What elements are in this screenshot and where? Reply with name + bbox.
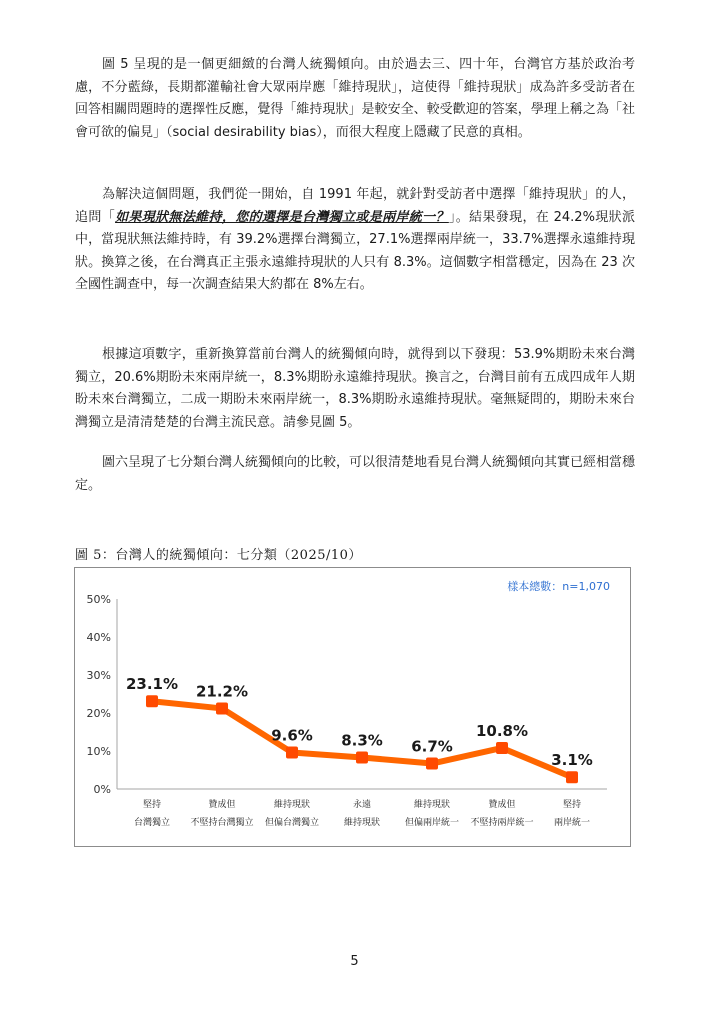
x-tick-label: 堅持: [142, 800, 162, 810]
page-number: 5: [350, 954, 359, 969]
x-tick-label: 堅持: [562, 800, 582, 810]
data-label: 3.1%: [551, 751, 593, 770]
data-point: [356, 751, 368, 763]
data-point: [286, 747, 298, 759]
data-point: [426, 758, 438, 770]
data-label: 9.6%: [271, 726, 313, 745]
y-tick-label: 30%: [86, 669, 111, 682]
x-tick-label: 贊成但: [488, 800, 516, 810]
x-tick-label: 兩岸統一: [553, 818, 591, 828]
paragraph-intro: 圖 5 呈現的是一個更細緻的台灣人統獨傾向。由於過去三、四十年，台灣官方基於政治考慮，不分藍綠，長期都灌輸社會大眾兩岸應「維持現狀」，這使得「維持現狀」成為許多受訪者在回答相關問題時的選擇性反應，覺得「維持現狀」是較安全、較受歡迎的答案，學理上稱之為「社會可欲的偏見」（social desirability bias），而很大程度上隱藏了民意的真相。: [75, 57, 635, 140]
line-chart: [75, 568, 630, 846]
x-tick-label: 台灣獨立: [133, 818, 171, 828]
y-tick-label: 20%: [86, 707, 111, 720]
x-tick-label: 贊成但: [208, 800, 236, 810]
data-point: [566, 771, 578, 783]
sample-size-label: 樣本總數：n=1,070: [507, 580, 610, 593]
y-tick-label: 0%: [93, 783, 111, 796]
x-tick-label: 永遠: [352, 800, 372, 810]
paragraph-findings: 根據這項數字，重新換算當前台灣人的統獨傾向時，就得到以下發現：53.9%期盼未來台灣獨立，20.6%期盼未來兩岸統一，8.3%期盼永遠維持現狀。換言之，台灣目前有五成四成年人期盼未來台灣獨立，二成一期盼未來兩岸統一，8.3%期盼永遠維持現狀。毫無疑問的，期盼未來台灣獨立是清清楚楚的台灣主流民意。請參見圖 5。: [75, 347, 635, 430]
chart-frame: [74, 567, 631, 847]
x-tick-label: 不堅持台灣獨立: [190, 818, 254, 828]
data-label: 8.3%: [341, 731, 383, 750]
data-label: 10.8%: [475, 721, 529, 740]
paragraph-figure6: 圖六呈現了七分類台灣人統獨傾向的比較，可以很清楚地看見台灣人統獨傾向其實已經相當穩定。: [75, 455, 636, 493]
data-label: 6.7%: [411, 737, 453, 756]
x-tick-label: 但偏台灣獨立: [264, 818, 320, 828]
y-tick-label: 10%: [86, 745, 111, 758]
data-point: [496, 742, 508, 754]
paragraph-method: [75, 184, 635, 297]
data-point: [146, 695, 158, 707]
y-tick-label: 50%: [86, 593, 111, 606]
data-point: [216, 702, 228, 714]
x-tick-label: 但偏兩岸統一: [404, 818, 460, 828]
data-label: 23.1%: [125, 675, 179, 694]
x-tick-label: 不堅持兩岸統一: [470, 818, 534, 828]
y-tick-label: 40%: [86, 631, 111, 644]
paragraph-method-text-2: 」。結果發現，在 24.2%現狀派中，當現狀無法維持時，有 39.2%選擇台灣獨立，27.1%選擇兩岸統一，33.7%選擇永遠維持現狀。換算之後，在台灣真正主張永遠維持現狀的人只有 8.3%。這個數字相當穩定，因為在 23 次全國性調查中，每一次調查結果大約都在 8%左右。: [75, 209, 635, 292]
paragraph-method-question: 如果現狀無法維持，您的選擇是台灣獨立或是兩岸統一？: [115, 209, 449, 225]
x-tick-label: 維持現狀: [343, 818, 381, 828]
data-label: 21.2%: [195, 682, 249, 701]
x-tick-label: 維持現狀: [273, 800, 311, 810]
paragraph-method-text-1: 為解決這個問題，我們從一開始，自 1991 年起，就針對受訪者中選擇「維持現狀」的人，追問「: [75, 187, 635, 225]
x-tick-label: 維持現狀: [413, 800, 451, 810]
figure-caption: 圖 5：台灣人的統獨傾向：七分類（2025/10）: [75, 548, 362, 563]
